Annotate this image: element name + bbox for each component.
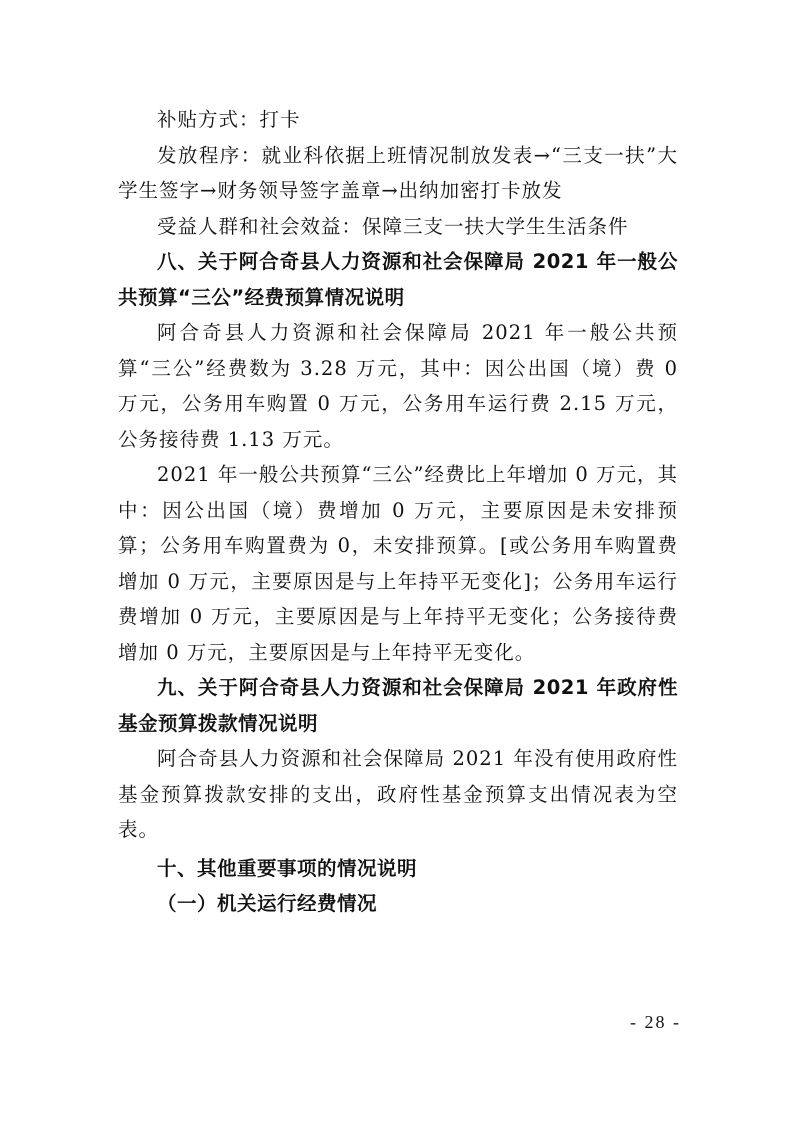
subsection-heading-1: （一）机关运行经费情况 bbox=[157, 892, 378, 915]
section-heading-9: 九、关于阿合奇县人力资源和社会保障局 2021 年政府性基金预算拨款情况说明 bbox=[118, 676, 678, 735]
document-body bbox=[118, 102, 678, 922]
government-fund-budget-note: 阿合奇县人力资源和社会保障局 2021 年没有使用政府性基金预算拨款安排的支出，政府性基金预算支出情况表为空表。 bbox=[118, 747, 678, 841]
section-heading-10: 十、其他重要事项的情况说明 bbox=[157, 856, 418, 880]
three-public-expenses-amount: 阿合奇县人力资源和社会保障局 2021 年一般公共预算“三公”经费数为 3.28 万元，其中：因公出国（境）费 0 万元，公务用车购置 0 万元，公务用车运行费 2.15 万元，公务接待费 1.13 万元。 bbox=[118, 321, 678, 451]
subsidy-method: 补贴方式：打卡 bbox=[157, 108, 301, 131]
section-heading-8: 八、关于阿合奇县人力资源和社会保障局 2021 年一般公共预算“三公”经费预算情况说明 bbox=[118, 250, 678, 309]
page-number: - 28 - bbox=[630, 1012, 681, 1032]
three-public-expenses-change: 2021 年一般公共预算“三公”经费比上年增加 0 万元，其中：因公出国（境）费增加 0 万元，主要原因是未安排预算；公务用车购置费为 0，未安排预算。[或公务用车购置费增加 0 万元，主要原因是与上年持平无变化]；公务用车运行费增加 0 万元，主要原因是与上年持平无变化；公务接待费增加 0 万元，主要原因是与上年持平无变化。 bbox=[118, 463, 678, 664]
beneficiaries: 受益人群和社会效益：保障三支一扶大学生生活条件 bbox=[157, 214, 629, 238]
distribution-procedure: 发放程序：就业科依据上班情况制放发表→“三支一扶”大学生签字→财务领导签字盖章→出纳加密打卡放发 bbox=[118, 143, 678, 202]
